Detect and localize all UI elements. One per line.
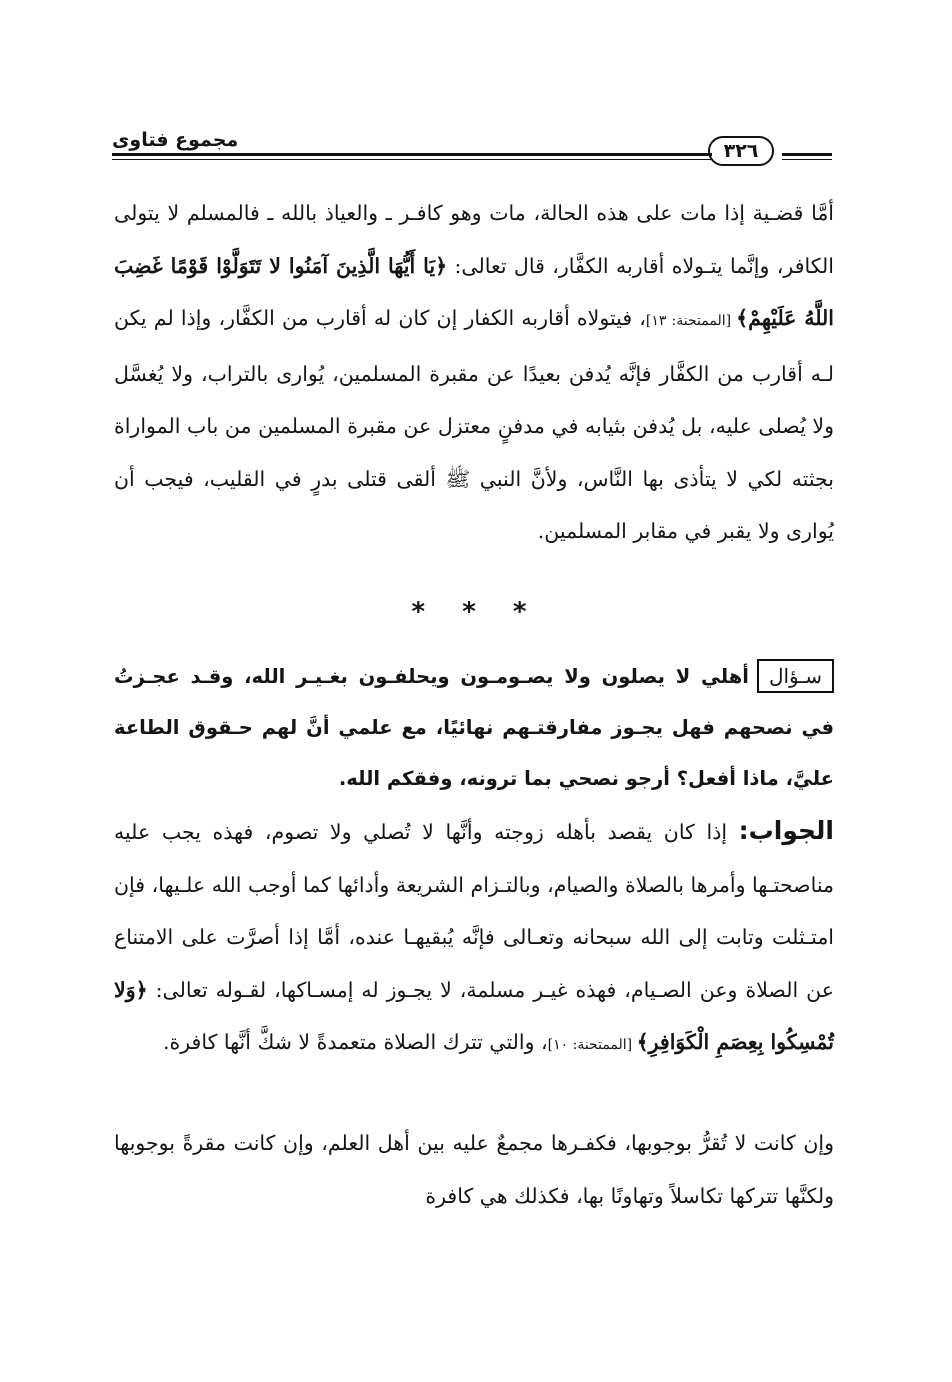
- header-rule-right: [782, 153, 832, 156]
- header-rule: [112, 153, 712, 156]
- paragraph-last: [114, 1117, 834, 1222]
- question-text: أهلي لا يصلون ولا يصـومـون ويحلفـون بغـيـر الله، وقـد عجـزتُ في نصحهم فهل يجـوز مفارقتـهم نهائيًا، مع علمي أنَّ لهم حـقوق الطاعة عليَّ، ماذا أفعل؟ أرجو نصحي بما ترونه، وفقكم الله.: [114, 665, 834, 790]
- paragraph-last-text: وإن كانت لا تُقرُّ بوجوبها، فكفـرها مجمعٌ عليه بين أهل العلم، وإن كانت مقرةً بوجوبها ولكنَّها تتركها تكاسلاً وتهاونًا بها، فكذلك هي كافرة: [114, 1131, 834, 1208]
- answer-block: [114, 805, 834, 1072]
- paragraph-1-text-b: ، فيتولاه أقاربه الكفار إن كان له أقارب من الكفَّار، وإذا لم يكن لـه أقارب من الكفَّار فإنَّه يُدفن بعيدًا عن مقبرة المسلمين، يُوارى بالتراب، ولا يُغسَّل ولا يُصلى عليه، بل يُدفن بثيابه في مدفنٍ معتزل عن مقبرة المسلمين من باب المواراة بجثته لكي لا يتأذى بها النَّاس، ولأنَّ النبي ﷺ ألقى قتلى بدرٍ في القليب، فيجب أن يُوارى ولا يقبر في مقابر المسلمين.: [114, 306, 834, 543]
- section-separator: * * *: [411, 597, 541, 627]
- answer-label: الجواب:: [738, 816, 834, 845]
- page-number-badge: [708, 136, 778, 170]
- answer-text-b: ، والتي تترك الصلاة متعمدةً لا شكَّ أنَّها كافرة.: [162, 1030, 548, 1054]
- paragraph-1: [114, 187, 834, 558]
- header-rule-right-thin: [782, 159, 832, 160]
- book-title: مجموع فتاوى: [112, 129, 239, 151]
- answer-text-a: إذا كان يقصد بأهله زوجته وأنَّها لا تُصلي ولا تصوم، فهذه يجب عليه مناصحتـها وأمرها بالصلاة والصيام، وبالتـزام الشريعة وأدائها كما أوجب الله علـيها، فإن امتـثلت وتابت إلى الله سبحانه وتعـالى فإنَّه يُبقيهـا عنده، أمَّا إذا أصرَّت على الامتناع عن الصلاة وعن الصـيام، فهذه غيـر مسلمة، لا يجـوز له إمسـاكها، لقـوله تعالى:: [114, 820, 834, 1002]
- header-rule-thin: [112, 159, 712, 160]
- page-number: ٣٢٦: [708, 136, 774, 166]
- page-header: [112, 128, 832, 174]
- quran-verse-1: ﴿يَا أَيُّهَا الَّذِينَ آمَنُوا لا تَتَوَلَّوْا قَوْمًا غَضِبَ اللَّهُ عَلَيْهِمْ﴾: [114, 253, 834, 330]
- quran-verse-2: ﴿وَلا تُمْسِكُوا بِعِصَمِ الْكَوَافِرِ﴾: [114, 977, 834, 1054]
- paragraph-1-text-a: أمَّا قضـية إذا مات على هذه الحالة، مات وهو كافـر ـ والعياذ بالله ـ فالمسلم لا يتولى الكافر، وإنَّما يتـولاه أقاربه الكفَّار، قال تعالى:: [114, 201, 834, 278]
- question-block: [114, 651, 834, 804]
- verse-reference-2: [الممتحنة: ١٠]: [547, 1037, 637, 1053]
- question-label: سـؤال: [757, 659, 834, 693]
- verse-reference-1: [الممتحنة: ١٣]: [645, 313, 737, 329]
